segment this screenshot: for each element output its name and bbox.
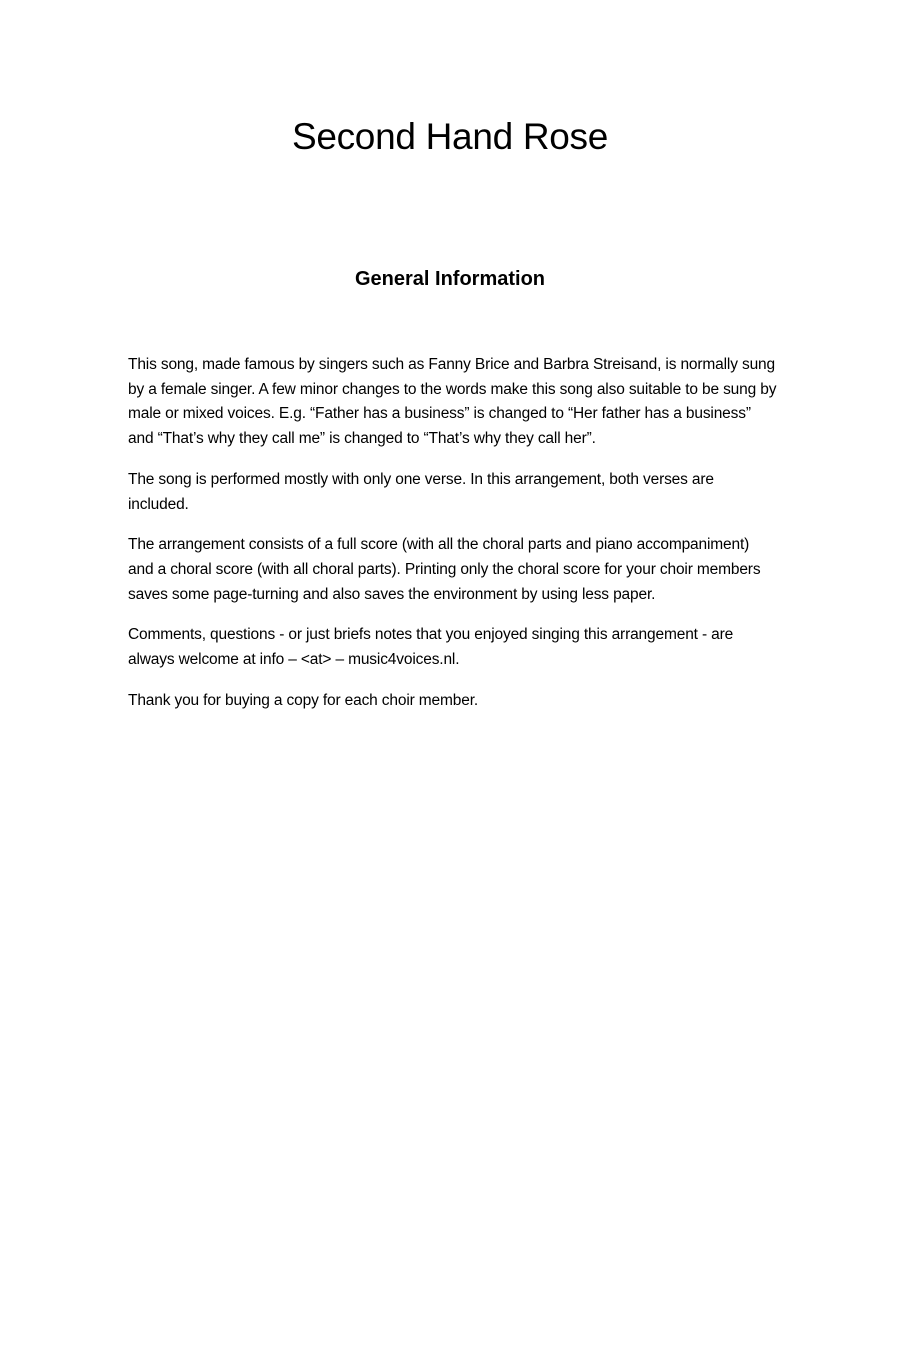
paragraph-contact: Comments, questions - or just briefs notes that you enjoyed singing this arrangement - are always welcome at info – <at> – music4voices.nl.	[128, 626, 734, 669]
page-title: Second Hand Rose	[291, 116, 609, 157]
section-heading: General Information	[354, 268, 546, 290]
paragraph-intro: This song, made famous by singers such as Fanny Brice and Barbra Streisand, is normally sung by a female singer. A few minor changes to the words make this song also suitable to be sung by male or mixed voices. E.g. “Father has a business” is changed to “Her father has a business” and “That’s why they call me” is changed to “That’s why they call her”.	[128, 356, 777, 448]
paragraph-thanks: Thank you for buying a copy for each choir member.	[128, 691, 479, 709]
paragraph-arrangement: The arrangement consists of a full score (with all the choral parts and piano accompaniment) and a choral score (with all choral parts). Printing only the choral score for your choir members saves some page-turning and also saves the environment by using less paper.	[128, 536, 761, 603]
paragraph-verses: The song is performed mostly with only one verse. In this arrangement, both verses are included.	[128, 470, 714, 513]
body-text	[128, 353, 778, 729]
